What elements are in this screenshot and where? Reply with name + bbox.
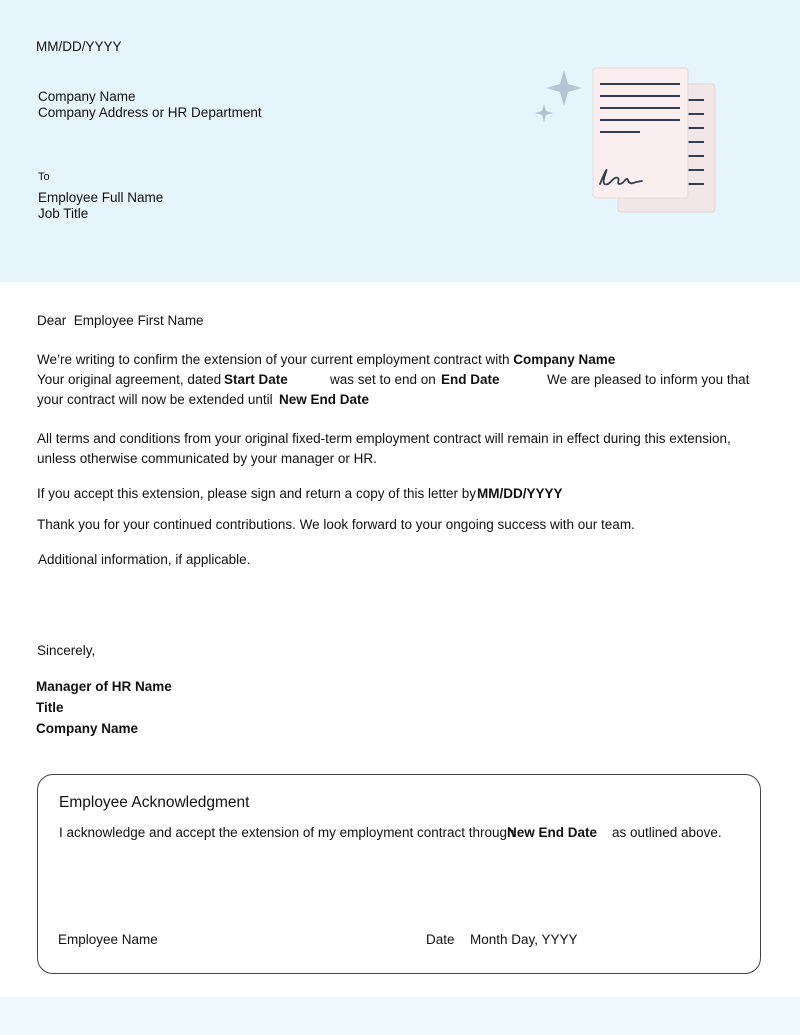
to-label: To — [38, 171, 50, 183]
p4-text: Thank you for your continued contributions. We look forward to your ongoing success with our team. — [37, 517, 635, 532]
closing-sincerely: Sincerely, — [37, 643, 96, 658]
closing-company: Company Name — [36, 721, 139, 736]
p1-text: We’re writing to confirm the extension of your current employment contract with — [37, 352, 510, 367]
paragraph-1-line-1 — [37, 352, 615, 367]
p1-start-date: Start Date — [224, 372, 288, 387]
signed-document-icon — [530, 62, 730, 222]
employee-name-label: Employee Name — [58, 932, 158, 947]
p1-new-end-date: New End Date — [279, 392, 370, 407]
date-label: Date — [426, 932, 455, 947]
p2-line2: unless otherwise communicated by your manager or HR. — [37, 451, 377, 466]
employee-first-name: Employee First Name — [73, 313, 204, 328]
p5-text: Additional information, if applicable. — [38, 552, 251, 567]
company-name: Company Name — [38, 89, 136, 104]
salutation — [37, 313, 204, 328]
employee-full-name: Employee Full Name — [38, 190, 164, 205]
ack-new-end-date: New End Date — [507, 825, 598, 840]
p1-line2-a: Your original agreement, dated — [37, 372, 222, 387]
p1-end-date: End Date — [441, 372, 500, 387]
p1-company-name: Company Name — [513, 352, 616, 367]
footer-band — [0, 997, 800, 1035]
p3-date: MM/DD/YYYY — [477, 486, 563, 501]
acknowledgment-title: Employee Acknowledgment — [59, 794, 250, 811]
closing-title: Title — [36, 700, 64, 715]
p2-line1: All terms and conditions from your original fixed-term employment contract will remain in effect during this extension, — [37, 431, 731, 446]
ack-text-a: I acknowledge and accept the extension of my employment contract through — [59, 825, 515, 840]
p1-line2-c: We are pleased to inform you that — [547, 372, 750, 387]
p1-line3: your contract will now be extended until — [37, 392, 273, 407]
closing-manager: Manager of HR Name — [36, 679, 172, 694]
p1-line2-b: was set to end on — [330, 372, 436, 387]
ack-text-b: as outlined above. — [612, 825, 722, 840]
date-value: Month Day, YYYY — [470, 932, 578, 947]
p3-text: If you accept this extension, please sign and return a copy of this letter by — [37, 486, 477, 501]
job-title: Job Title — [38, 206, 89, 221]
company-address: Company Address or HR Department — [38, 105, 262, 120]
letter-date: MM/DD/YYYY — [36, 39, 122, 54]
salutation-word: Dear — [37, 313, 67, 328]
